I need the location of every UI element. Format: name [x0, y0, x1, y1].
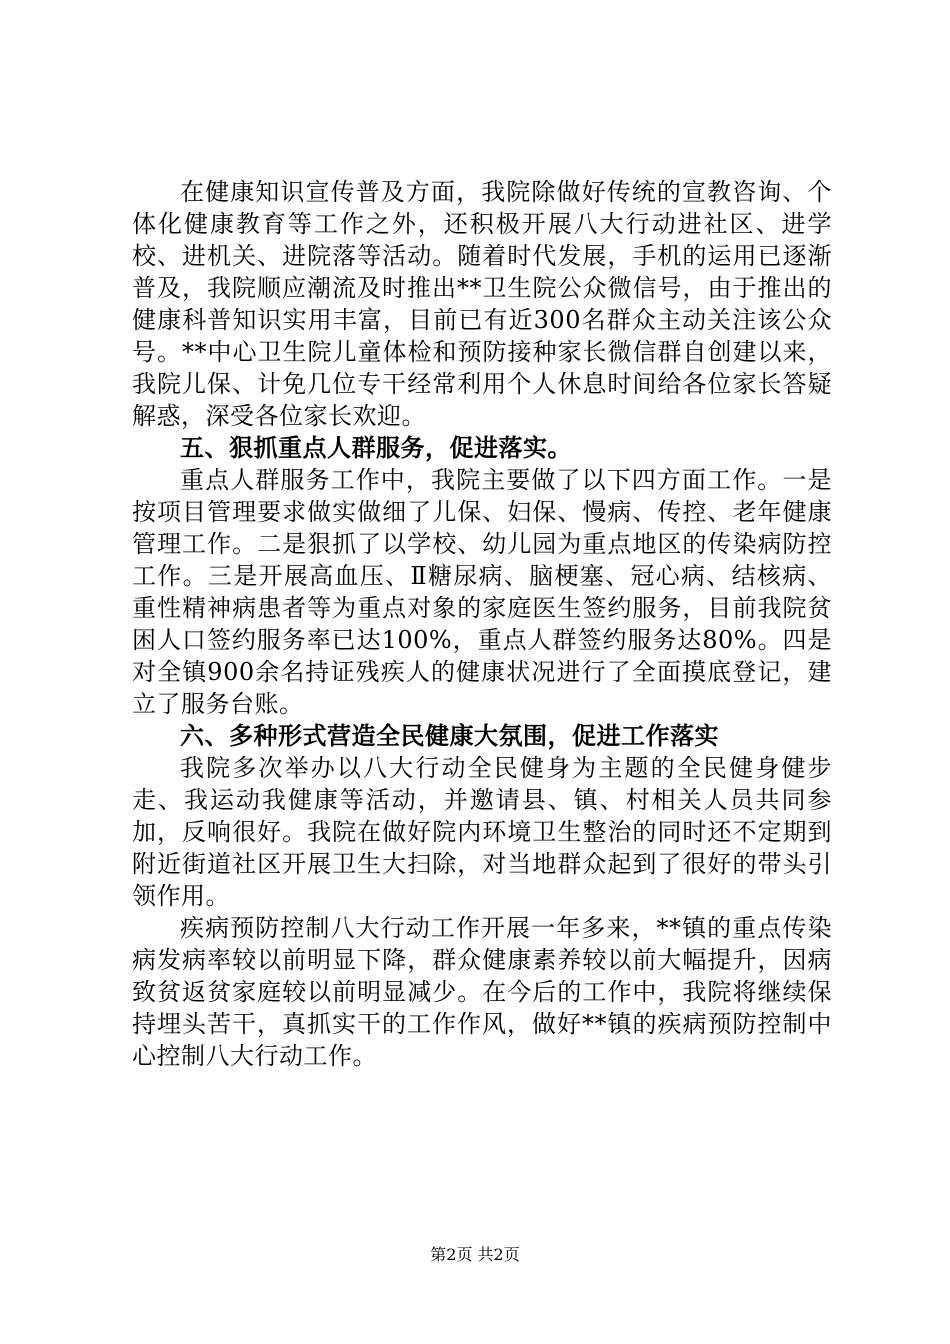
document-body [132, 176, 832, 1072]
section-heading-five: 五、狠抓重点人群服务，促进落实。 [180, 433, 572, 462]
page-number-footer: 第2页 共2页 [430, 1245, 520, 1264]
paragraph-fitness-activities: 我院多次举办以八大行动全民健身为主题的全民健身健步走、我运动我健康等活动，并邀请县、镇、村相关人员共同参加，反响很好。我院在做好院内环境卫生整治的同时还不定期到附近街道社区开展卫生大扫除，对当地群众起到了很好的带头引领作用。 [132, 754, 832, 910]
paragraph-conclusion: 疾病预防控制八大行动工作开展一年多来，**镇的重点传染病发病率较以前明显下降，群众健康素养较以前大幅提升，因病致贫返贫家庭较以前明显减少。在今后的工作中，我院将继续保持埋头苦干，真抓实干的工作作风，做好**镇的疾病预防控制中心控制八大行动工作。 [132, 914, 832, 1070]
paragraph-key-population: 重点人群服务工作中，我院主要做了以下四方面工作。一是按项目管理要求做实做细了儿保、妇保、慢病、传控、老年健康管理工作。二是狠抓了以学校、幼儿园为重点地区的传染病防控工作。三是开展高血压、Ⅱ糖尿病、脑梗塞、冠心病、结核病、重性精神病患者等为重点对象的家庭医生签约服务，目前我院贫困人口签约服务率已达100%，重点人群签约服务达80%。四是对全镇900余名持证残疾人的健康状况进行了全面摸底登记，建立了服务台账。 [132, 466, 832, 718]
paragraph-health-promotion: 在健康知识宣传普及方面，我院除做好传统的宣教咨询、个体化健康教育等工作之外，还积极开展八大行动进社区、进学校、进机关、进院落等活动。随着时代发展，手机的运用已逐渐普及，我院顺应潮流及时推出**卫生院公众微信号，由于推出的健康科普知识实用丰富，目前已有近300名群众主动关注该公众号。**中心卫生院儿童体检和预防接种家长微信群自创建以来，我院儿保、计免几位专干经常利用个人休息时间给各位家长答疑解惑，深受各位家长欢迎。 [132, 178, 832, 430]
section-heading-six: 六、多种形式营造全民健康大氛围，促进工作落实 [180, 721, 719, 750]
